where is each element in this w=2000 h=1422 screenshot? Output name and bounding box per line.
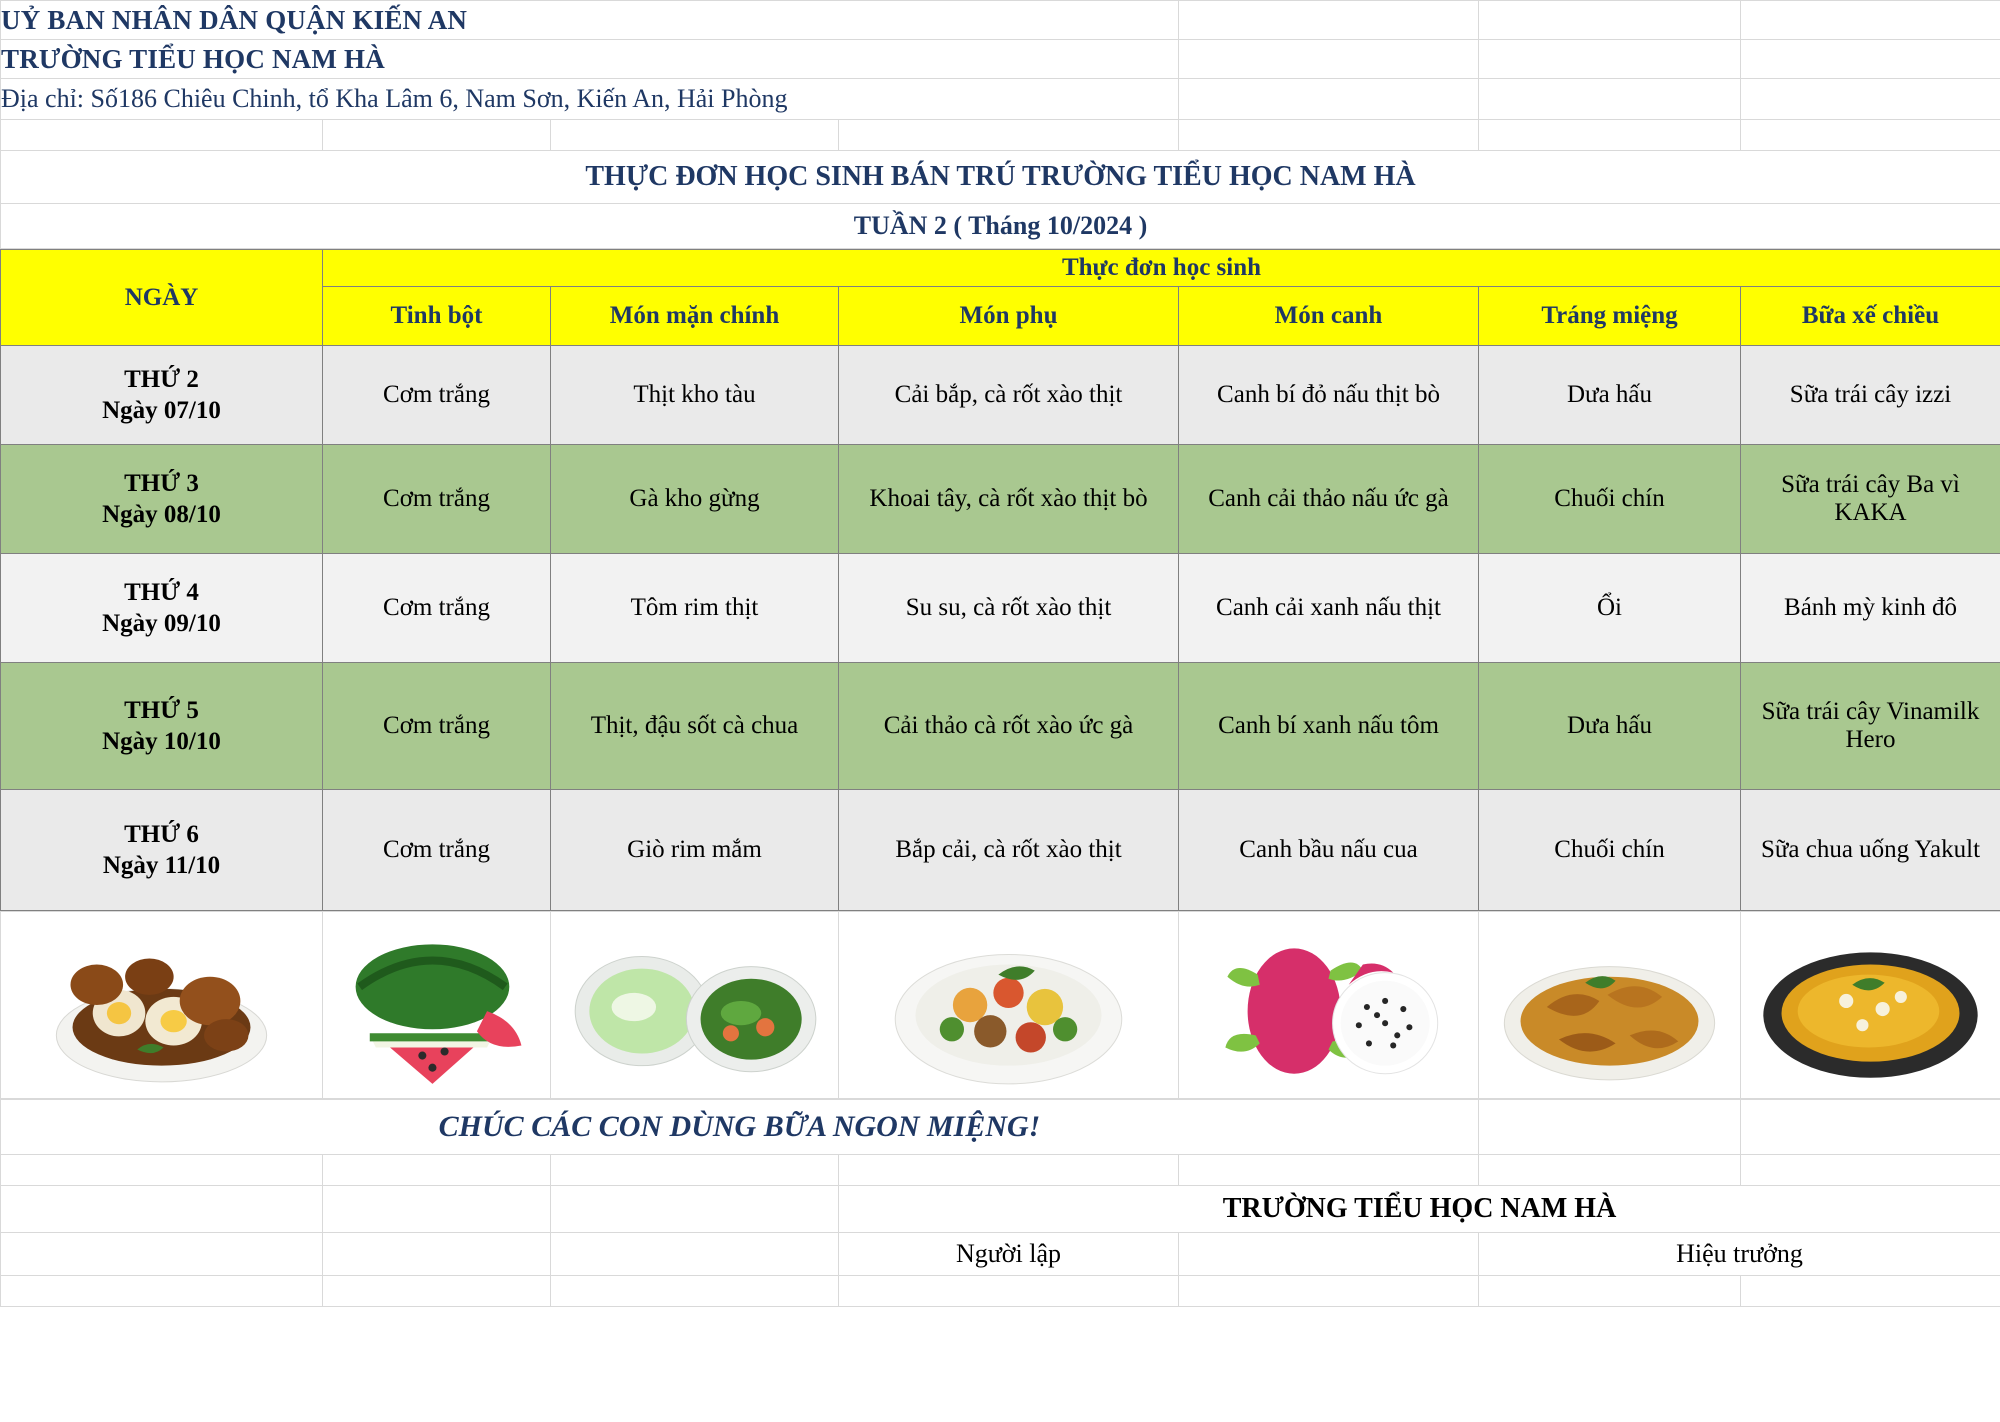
cell-tinh-bot: Cơm trắng <box>323 346 551 445</box>
cell-bua-xe: Sữa trái cây izzi <box>1741 346 2000 445</box>
school-address: Địa chỉ: Số186 Chiêu Chinh, tổ Kha Lâm 6, Nam Sơn, Kiến An, Hải Phòng <box>1 84 788 113</box>
cell-bua-xe: Bánh mỳ kinh đô <box>1741 554 2000 663</box>
spacer-cell <box>1741 1100 2000 1155</box>
header-day: NGÀY <box>1 250 323 346</box>
spacer-cell <box>323 1276 551 1307</box>
cell-mon-phu: Cải bắp, cà rốt xào thịt <box>839 346 1179 445</box>
menu-header <box>1 250 2000 346</box>
cell-mon-phu: Khoai tây, cà rốt xào thịt bò <box>839 445 1179 554</box>
spacer-cell <box>1741 1155 2000 1186</box>
table-row <box>1 445 2000 554</box>
spacer-cell <box>1741 1 2000 40</box>
cell-tinh-bot: Cơm trắng <box>323 445 551 554</box>
day-date: Ngày 10/10 <box>102 728 221 755</box>
spacer-cell <box>1179 1276 1479 1307</box>
preparer-label: Người lập <box>839 1233 1179 1276</box>
braised-pork-with-eggs-photo <box>1 914 322 1096</box>
spacer-cell <box>551 1276 839 1307</box>
day-date: Ngày 07/10 <box>102 397 221 424</box>
cell-mon-canh: Canh cải thảo nấu ức gà <box>1179 445 1479 554</box>
spacer-cell <box>839 120 1179 151</box>
cell-trang-mieng: Dưa hấu <box>1479 346 1741 445</box>
school-name: TRƯỜNG TIỂU HỌC NAM HÀ <box>1 43 385 74</box>
spacer-cell <box>1179 1155 1479 1186</box>
spacer-cell <box>1179 79 1479 120</box>
cell-mon-canh: Canh bí xanh nấu tôm <box>1179 663 1479 790</box>
photo-strip <box>0 911 2000 1099</box>
spacer-cell <box>1479 1 1741 40</box>
cell-mon-phu: Cải thảo cà rốt xào ức gà <box>839 663 1179 790</box>
header-group: Thực đơn học sinh <box>323 250 2000 287</box>
row-day-cell <box>1 445 323 554</box>
header-col-bua-xe: Bữa xế chiều <box>1741 287 2000 346</box>
day-label: THỨ 5 <box>124 696 199 724</box>
header-col-trang-mieng: Tráng miệng <box>1479 287 1741 346</box>
footer-bottom-row <box>1 1276 2000 1307</box>
document-title: THỰC ĐƠN HỌC SINH BÁN TRÚ TRƯỜNG TIỂU HỌC NAM HÀ <box>1 151 2000 204</box>
day-label: THỨ 3 <box>124 469 199 497</box>
cell-mon-canh: Canh bầu nấu cua <box>1179 790 1479 911</box>
table-row <box>1 790 2000 911</box>
cell-bua-xe: Sữa trái cây Ba vì KAKA <box>1741 445 2000 554</box>
header-row-address <box>1 79 2000 120</box>
spacer-cell <box>551 1233 839 1276</box>
watermelon-photo <box>323 914 550 1096</box>
day-label: THỨ 2 <box>124 365 199 393</box>
row-day-cell <box>1 346 323 445</box>
cell-trang-mieng: Dưa hấu <box>1479 663 1741 790</box>
spacer-cell <box>1 1233 323 1276</box>
header-grid <box>0 0 2000 249</box>
cell-trang-mieng: Chuối chín <box>1479 790 1741 911</box>
spacer-cell <box>1479 1276 1741 1307</box>
principal-label: Hiệu trưởng <box>1479 1233 2000 1276</box>
cell-tinh-bot: Cơm trắng <box>323 663 551 790</box>
header-col-tinh-bot: Tinh bột <box>323 287 551 346</box>
cell-mon-man: Giò rim mắm <box>551 790 839 911</box>
cell-mon-man: Thịt, đậu sốt cà chua <box>551 663 839 790</box>
photo-cell-stir-fried-veg <box>839 912 1179 1099</box>
menu-table <box>0 249 2000 911</box>
day-label: THỨ 4 <box>124 578 199 606</box>
spacer-cell <box>1179 40 1479 79</box>
org-name-line1: UỶ BAN NHÂN DÂN QUẬN KIẾN AN <box>1 4 468 35</box>
cell-bua-xe: Sữa trái cây Vinamilk Hero <box>1741 663 2000 790</box>
header-row-org1 <box>1 1 2000 40</box>
day-label: THỨ 6 <box>124 820 199 848</box>
cell-mon-phu: Su su, cà rốt xào thịt <box>839 554 1179 663</box>
menu-header-row-1 <box>1 250 2000 287</box>
table-row <box>1 554 2000 663</box>
footer-grid <box>0 1099 2000 1307</box>
row-day-cell <box>1 790 323 911</box>
row-day-cell <box>1 554 323 663</box>
photo-cell-dragon-fruit <box>1179 912 1479 1099</box>
signature-row <box>1 1233 2000 1276</box>
header-col-mon-phu: Món phụ <box>839 287 1179 346</box>
photo-cell-braised-pork <box>1 912 323 1099</box>
spacer-cell <box>1 1186 323 1233</box>
school-name-cell <box>1 40 1179 79</box>
footer-spacer-row <box>1 1155 2000 1186</box>
photo-row <box>1 912 2000 1099</box>
week-row <box>1 204 2000 249</box>
footer-school-row <box>1 1186 2000 1233</box>
spacer-cell <box>1741 1276 2000 1307</box>
photo-cell-watermelon <box>323 912 551 1099</box>
cell-mon-canh: Canh bí đỏ nấu thịt bò <box>1179 346 1479 445</box>
photo-cell-pumpkin-soup <box>1741 912 2000 1099</box>
cell-mon-canh: Canh cải xanh nấu thịt <box>1179 554 1479 663</box>
wish-row <box>1 1100 2000 1155</box>
cell-bua-xe: Sữa chua uống Yakult <box>1741 790 2000 911</box>
cell-tinh-bot: Cơm trắng <box>323 790 551 911</box>
spacer-cell <box>1 1155 323 1186</box>
day-date: Ngày 09/10 <box>102 610 221 637</box>
header-spacer-row <box>1 120 2000 151</box>
spacer-cell <box>1479 40 1741 79</box>
header-col-mon-man: Món mặn chính <box>551 287 839 346</box>
spacer-cell <box>1741 120 2000 151</box>
org-name-line1-cell <box>1 1 1179 40</box>
stir-fried-vegetables-photo <box>839 914 1178 1096</box>
spacer-cell <box>1479 1155 1741 1186</box>
spacer-cell <box>1179 120 1479 151</box>
spacer-cell <box>323 1233 551 1276</box>
spacer-cell <box>551 1155 839 1186</box>
spacer-cell <box>839 1155 1179 1186</box>
spacer-cell <box>1 120 323 151</box>
table-row <box>1 663 2000 790</box>
footer-school-name: TRƯỜNG TIỂU HỌC NAM HÀ <box>839 1186 2000 1233</box>
table-row <box>1 346 2000 445</box>
ginger-braised-chicken-photo <box>1479 914 1740 1096</box>
day-date: Ngày 11/10 <box>102 852 221 879</box>
spacer-cell <box>551 1186 839 1233</box>
menu-body <box>1 346 2000 911</box>
photo-cell-ginger-chicken <box>1479 912 1741 1099</box>
cell-trang-mieng: Ổi <box>1479 554 1741 663</box>
cell-tinh-bot: Cơm trắng <box>323 554 551 663</box>
title-row <box>1 151 2000 204</box>
spacer-cell <box>1179 1 1479 40</box>
cell-trang-mieng: Chuối chín <box>1479 445 1741 554</box>
cell-mon-man: Thịt kho tàu <box>551 346 839 445</box>
spacer-cell <box>1 1276 323 1307</box>
spacer-cell <box>839 1276 1179 1307</box>
cell-mon-phu: Bắp cải, cà rốt xào thịt <box>839 790 1179 911</box>
cell-mon-man: Tôm rim thịt <box>551 554 839 663</box>
spacer-cell <box>1741 79 2000 120</box>
spacer-cell <box>323 120 551 151</box>
spacer-cell <box>1479 79 1741 120</box>
spacer-cell <box>1479 1100 1741 1155</box>
header-row-org2 <box>1 40 2000 79</box>
week-subtitle: TUẦN 2 ( Tháng 10/2024 ) <box>1 204 2000 249</box>
photo-cell-vegetable-soup <box>551 912 839 1099</box>
wish-message: CHÚC CÁC CON DÙNG BỮA NGON MIỆNG! <box>1 1100 1479 1155</box>
spacer-cell <box>323 1186 551 1233</box>
pumpkin-soup-photo <box>1741 914 2000 1096</box>
day-date: Ngày 08/10 <box>102 501 221 528</box>
header-col-mon-canh: Món canh <box>1179 287 1479 346</box>
spacer-cell <box>1179 1233 1479 1276</box>
cell-mon-man: Gà kho gừng <box>551 445 839 554</box>
address-cell <box>1 79 1179 120</box>
spacer-cell <box>323 1155 551 1186</box>
spacer-cell <box>551 120 839 151</box>
vegetable-soup-photo <box>551 914 838 1096</box>
spacer-cell <box>1479 120 1741 151</box>
dragon-fruit-photo <box>1179 914 1478 1096</box>
spacer-cell <box>1741 40 2000 79</box>
row-day-cell <box>1 663 323 790</box>
